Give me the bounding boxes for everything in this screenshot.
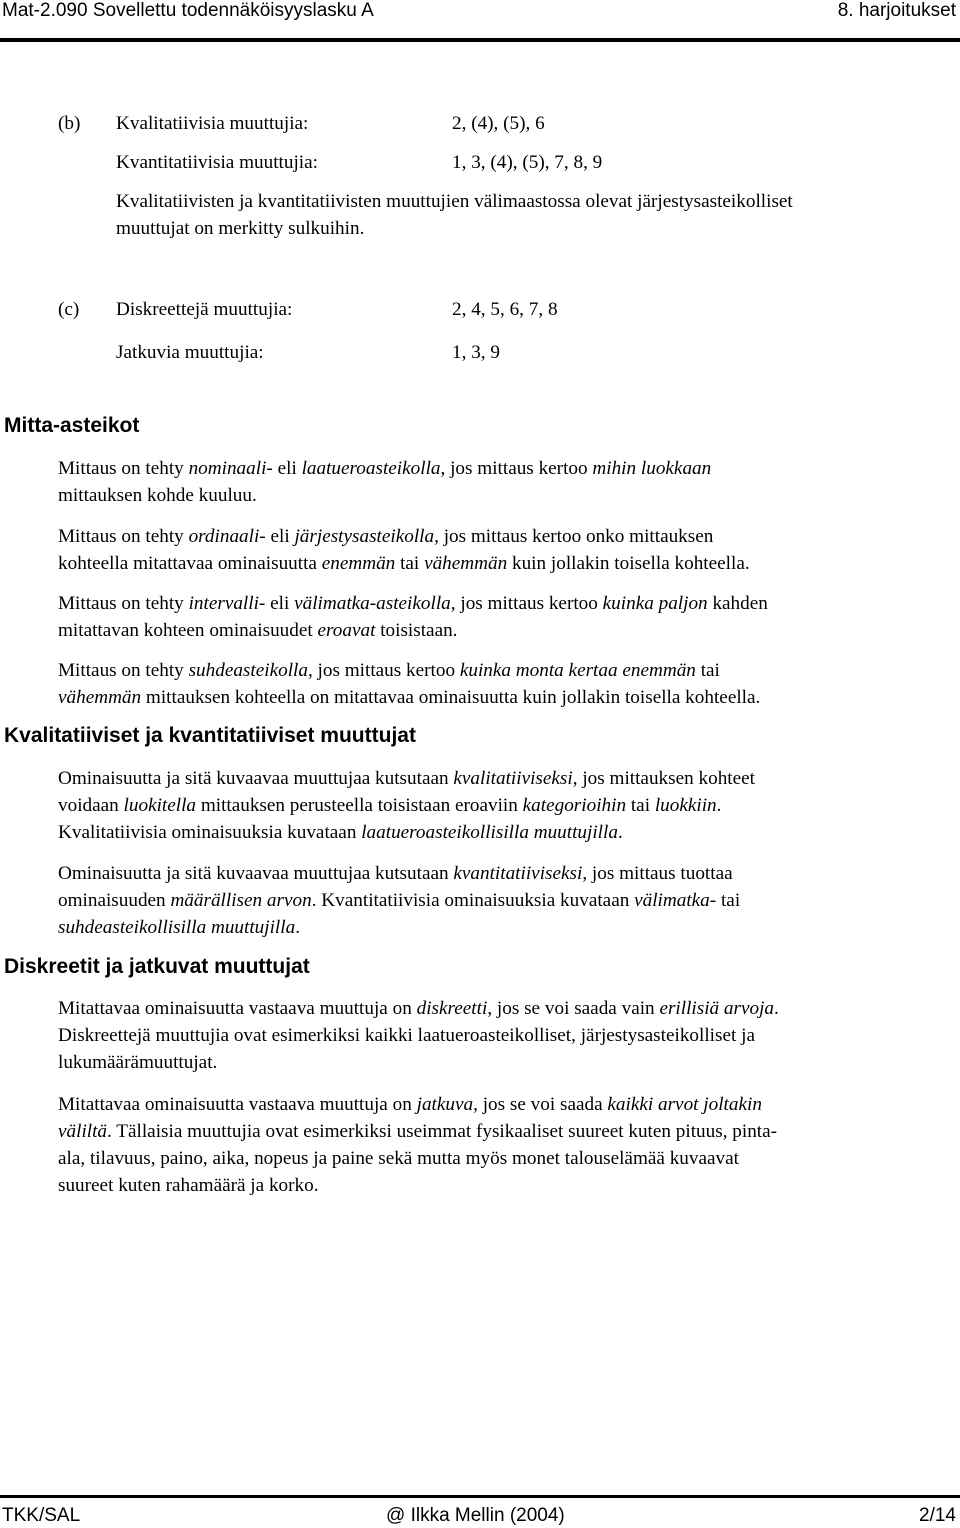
section-scales-title: Mitta-asteikot (4, 414, 140, 437)
section-qual-title: Kvalitatiiviset ja kvantitatiiviset muuttujat (4, 724, 416, 747)
footer-org: TKK/SAL (2, 1505, 81, 1526)
scales-nominal-paragraph: Mittaus on tehty nominaali- eli laatueroasteikolla, jos mittaus kertoo mihin luokkaan mittauksen kohde kuuluu. (58, 458, 712, 506)
exercise-title: 8. harjoitukset (837, 0, 956, 21)
part-c-label: (c) (58, 299, 80, 320)
footer-rule (0, 1495, 960, 1498)
part-c-discrete-label: Diskreettejä muuttujia: (116, 299, 293, 320)
part-b-note-line2: muuttujat on merkitty sulkuihin. (116, 218, 365, 239)
part-c-discrete-value: 2, 4, 5, 6, 7, 8 (452, 299, 558, 320)
discrete-paragraph: Mitattavaa ominaisuutta vastaava muuttuja on diskreetti, jos se voi saada vain erillisiä arvoja. Diskreettejä muuttujia ovat esimerkiksi kaikki laatueroasteikolliset, järjestysasteikolliset ja lukumäärämuuttujat. (58, 998, 779, 1073)
footer-author: @ Ilkka Mellin (2004) (386, 1505, 565, 1526)
quant-paragraph: Ominaisuutta ja sitä kuvaavaa muuttujaa kutsutaan kvantitatiiviseksi, jos mittaus tuottaa ominaisuuden määrällisen arvon. Kvantitatiivisia ominaisuuksia kuvataan välimatka- tai suhdeasteikollisilla muuttujilla. (58, 863, 741, 938)
scales-ordinal-paragraph: Mittaus on tehty ordinaali- eli järjestysasteikolla, jos mittaus kertoo onko mittauksen kohteella mitattavaa ominaisuutta enemmän tai vähemmän kuin jollakin toisella kohteella. (58, 526, 750, 574)
part-b-qual-label: Kvalitatiivisia muuttujia: (116, 113, 309, 134)
continuous-paragraph: Mitattavaa ominaisuutta vastaava muuttuja on jatkuva, jos se voi saada kaikki arvot joltakin väliltä. Tällaisia muuttujia ovat esimerkiksi useimmat fysikaaliset suureet kuten pituus, pinta- ala, tilavuus, paino, aika, nopeus ja paine sekä mutta myös monet talouselämää kuvaavat suureet kuten rahamäärä ja korko. (58, 1094, 778, 1196)
scales-ratio-paragraph: Mittaus on tehty suhdeasteikolla, jos mittaus kertoo kuinka monta kertaa enemmän tai vähemmän mittauksen kohteella on mitattavaa ominaisuutta kuin jollakin toisella kohteella. (58, 660, 761, 708)
course-title: Mat-2.090 Sovellettu todennäköisyyslasku A (2, 0, 374, 21)
part-b-label: (b) (58, 113, 81, 134)
section-disc-title: Diskreetit ja jatkuvat muuttujat (4, 955, 310, 978)
part-b-quant-value: 1, 3, (4), (5), 7, 8, 9 (452, 152, 603, 173)
qual-paragraph: Ominaisuutta ja sitä kuvaavaa muuttujaa kutsutaan kvalitatiiviseksi, jos mittauksen kohteet voidaan luokitella mittauksen perusteella toisistaan eroaviin kategorioihin tai luokkiin. Kvalitatiivisia ominaisuuksia kuvataan laatueroasteikollisilla muuttujilla. (58, 768, 755, 843)
part-b-note-line1: Kvalitatiivisten ja kvantitatiivisten muuttujien välimaastossa olevat järjestysasteikolliset (116, 191, 793, 212)
header-rule (0, 38, 960, 42)
part-b-qual-value: 2, (4), (5), 6 (452, 113, 545, 134)
part-c-continuous-value: 1, 3, 9 (452, 342, 500, 363)
footer-page-number: 2/14 (919, 1505, 956, 1526)
part-c-continuous-label: Jatkuvia muuttujia: (116, 342, 264, 363)
scales-interval-paragraph: Mittaus on tehty intervalli- eli välimatka-asteikolla, jos mittaus kertoo kuinka paljon kahden mitattavan kohteen ominaisuudet eroavat toisistaan. (58, 593, 768, 641)
part-b-quant-label: Kvantitatiivisia muuttujia: (116, 152, 318, 173)
